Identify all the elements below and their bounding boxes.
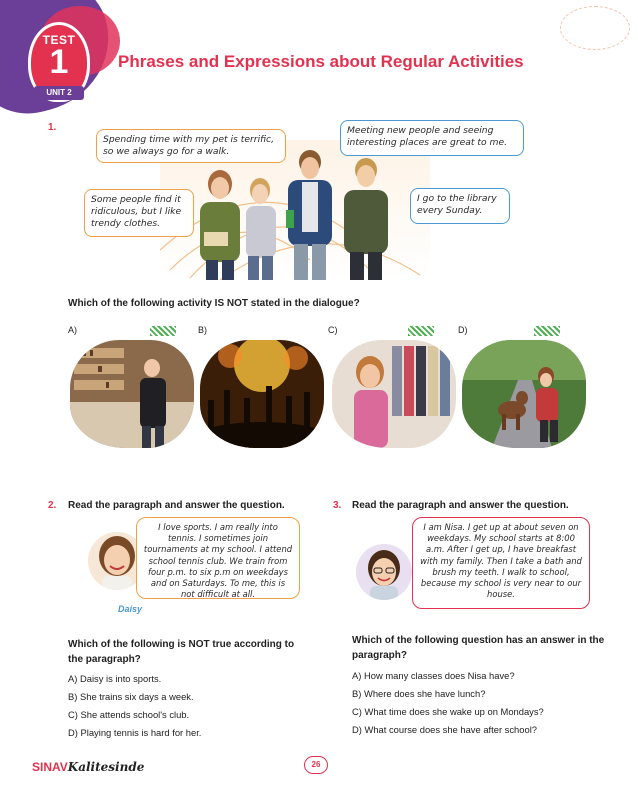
- decor-stripes: [408, 326, 434, 336]
- nisa-paragraph-box: I am Nisa. I get up at about seven on weekdays. My school starts at 8:00 a.m. After I get up, I have breakfast with my family. Then I take a bath and brush my teeth. I walk to school, because my school is very near to our house.: [412, 517, 590, 609]
- question-1-text: Which of the following activity IS NOT stated in the dialogue?: [68, 298, 360, 309]
- daisy-name-label: Daisy: [118, 604, 143, 614]
- test-number: 1: [49, 43, 69, 81]
- unit-label: UNIT 2: [34, 86, 84, 100]
- q3-choice-d[interactable]: D) What course does she have after school?: [352, 724, 537, 735]
- question-3-instruction: Read the paragraph and answer the question.: [352, 500, 569, 511]
- speech-bubble-meeting-people: Meeting new people and seeing interesting places are great to me.: [340, 120, 524, 156]
- option-a-label: A): [68, 325, 77, 335]
- q2-choice-a[interactable]: A) Daisy is into sports.: [68, 673, 162, 684]
- speech-bubble-library: I go to the library every Sunday.: [410, 188, 510, 224]
- nisa-avatar: [356, 544, 412, 600]
- brand-sub: Kalitesinde: [67, 760, 145, 774]
- decor-stripes: [150, 326, 176, 336]
- option-d-dog-walk-photo: [462, 340, 586, 448]
- brand-main: SINAV: [32, 760, 68, 774]
- q3-choice-c[interactable]: C) What time does she wake up on Mondays?: [352, 706, 544, 717]
- option-c-label: C): [328, 325, 338, 335]
- option-a-library-photo: [70, 340, 194, 448]
- q3-choice-a[interactable]: A) How many classes does Nisa have?: [352, 670, 515, 681]
- question-1-number: 1.: [48, 122, 57, 133]
- question-3-text: Which of the following question has an answer in the paragraph?: [352, 635, 605, 661]
- page-title: Phrases and Expressions about Regular Activities: [118, 52, 524, 71]
- q2-choice-d[interactable]: D) Playing tennis is hard for her.: [68, 727, 202, 738]
- question-2-text: Which of the following is NOT true according to the paragraph?: [68, 639, 295, 665]
- page-number: 26: [304, 756, 328, 774]
- option-d-label: D): [458, 325, 468, 335]
- question-2-number: 2.: [48, 500, 57, 511]
- test-label: TEST: [42, 33, 76, 47]
- option-b-concert-photo: [200, 340, 324, 448]
- daisy-paragraph-box: I love sports. I am really into tennis. I sometimes join tournaments at my school. I attend school tennis club. We train from four p.m. to six p.m on weekdays and on Saturdays. To me, this is not difficult at all.: [136, 517, 300, 599]
- q3-choice-b[interactable]: B) Where does she have lunch?: [352, 688, 486, 699]
- option-b-label: B): [198, 325, 207, 335]
- q2-choice-b[interactable]: B) She trains six days a week.: [68, 691, 194, 702]
- question-3-number: 3.: [333, 500, 342, 511]
- brand-logo: [32, 760, 144, 774]
- speech-bubble-pet: Spending time with my pet is terrific, so we always go for a walk.: [96, 129, 286, 163]
- decor-stripes: [534, 326, 560, 336]
- q2-choice-c[interactable]: C) She attends school's club.: [68, 709, 190, 720]
- decorative-swirl: [560, 6, 630, 50]
- speech-bubble-trendy-clothes: Some people find it ridiculous, but I like trendy clothes.: [84, 189, 194, 237]
- option-c-shopping-photo: [332, 340, 456, 448]
- question-2-instruction: Read the paragraph and answer the question.: [68, 500, 285, 511]
